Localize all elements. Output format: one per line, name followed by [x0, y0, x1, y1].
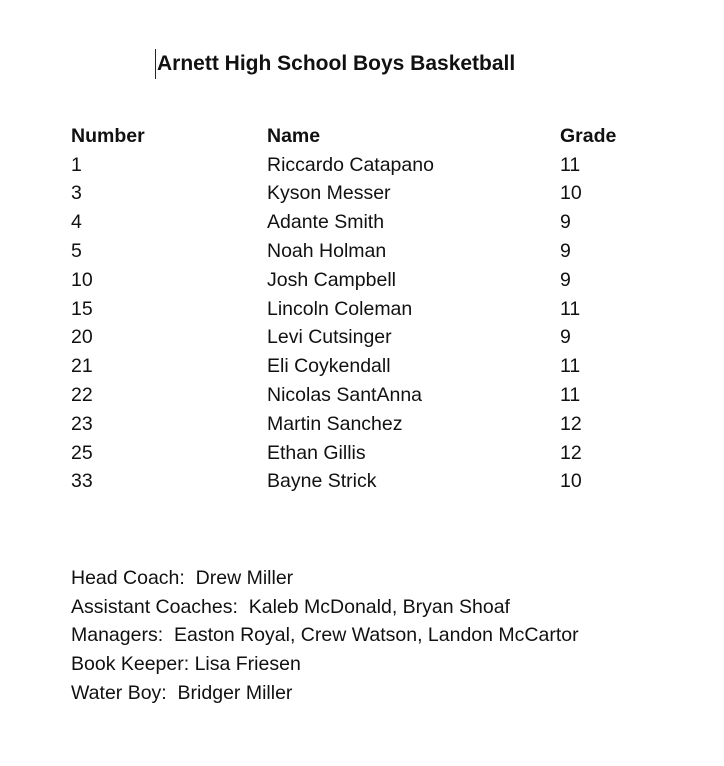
- player-grade: 12: [560, 441, 582, 464]
- header-grade: Grade: [560, 124, 617, 147]
- header-name: Name: [267, 124, 321, 147]
- player-grade: 11: [560, 355, 581, 378]
- player-name: Levi Cutsinger: [267, 326, 392, 349]
- table-row: [71, 439, 691, 468]
- table-row: [71, 237, 691, 266]
- table-row: [71, 352, 691, 381]
- document-title: Arnett High School Boys Basketball: [157, 52, 516, 75]
- table-row: [71, 324, 691, 353]
- player-grade: 11: [560, 153, 581, 176]
- player-name: Nicolas SantAnna: [267, 384, 423, 407]
- roster-header-row: [71, 122, 691, 151]
- player-name: Adante Smith: [267, 211, 385, 234]
- player-number: 23: [71, 412, 93, 435]
- book-keeper-line: Book Keeper: Lisa Friesen: [71, 653, 301, 676]
- title-line: [155, 49, 515, 79]
- player-grade: 9: [560, 211, 571, 234]
- player-grade: 11: [560, 297, 581, 320]
- player-name: Kyson Messer: [267, 182, 391, 205]
- player-grade: 10: [560, 470, 582, 493]
- player-name: Bayne Strick: [267, 470, 377, 493]
- table-row: [71, 180, 691, 209]
- player-number: 25: [71, 441, 93, 464]
- text-cursor: [155, 49, 156, 79]
- table-row: [71, 208, 691, 237]
- assistant-coaches-line: Assistant Coaches: Kaleb McDonald, Bryan Shoaf: [71, 595, 510, 618]
- player-number: 1: [71, 153, 82, 176]
- head-coach-line: Head Coach: Drew Miller: [71, 566, 294, 589]
- player-grade: 9: [560, 326, 571, 349]
- player-name: Riccardo Catapano: [267, 153, 434, 176]
- roster-table: [71, 122, 691, 496]
- player-number: 20: [71, 326, 93, 349]
- player-name: Ethan Gillis: [267, 441, 366, 464]
- table-row: [71, 410, 691, 439]
- player-name: Lincoln Coleman: [267, 297, 413, 320]
- player-number: 22: [71, 384, 93, 407]
- water-boy-line: Water Boy: Bridger Miller: [71, 682, 293, 705]
- player-grade: 10: [560, 182, 582, 205]
- player-name: Noah Holman: [267, 240, 387, 263]
- table-row: [71, 266, 691, 295]
- player-number: 3: [71, 182, 82, 205]
- player-number: 4: [71, 211, 82, 234]
- player-number: 5: [71, 240, 82, 263]
- player-name: Josh Campbell: [267, 268, 396, 291]
- managers-line: Managers: Easton Royal, Crew Watson, Landon McCartor: [71, 624, 579, 647]
- player-number: 10: [71, 268, 93, 291]
- player-grade: 12: [560, 412, 582, 435]
- player-grade: 11: [560, 384, 581, 407]
- table-row: [71, 295, 691, 324]
- table-row: [71, 151, 691, 180]
- player-number: 33: [71, 470, 93, 493]
- table-row: [71, 381, 691, 410]
- player-grade: 9: [560, 240, 571, 263]
- player-number: 21: [71, 355, 93, 378]
- player-number: 15: [71, 297, 93, 320]
- player-name: Eli Coykendall: [267, 355, 391, 378]
- table-row: [71, 468, 691, 497]
- player-grade: 9: [560, 268, 571, 291]
- player-name: Martin Sanchez: [267, 412, 403, 435]
- staff-list: [71, 564, 701, 708]
- header-number: Number: [71, 124, 145, 147]
